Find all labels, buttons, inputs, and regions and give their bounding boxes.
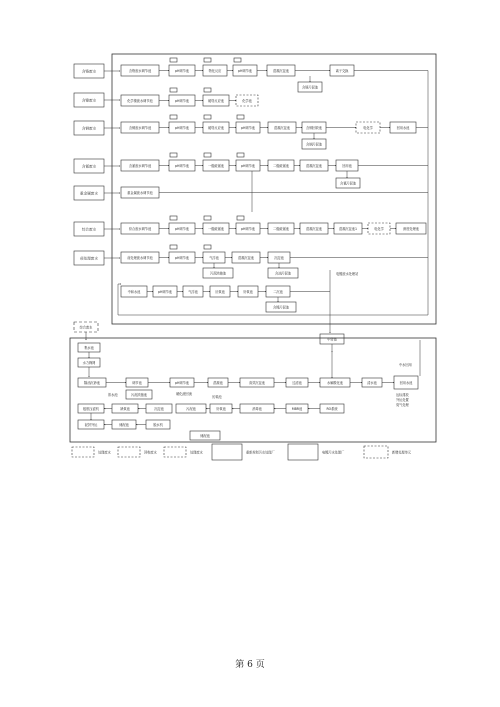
r6-label-7: 混凝沉淀池1	[339, 226, 357, 231]
legend-label-5: 电镀污水处理厂	[322, 450, 345, 455]
source-label-3: 含铜废水	[81, 126, 97, 131]
r8-label-6: 二沉池	[273, 289, 283, 294]
r8-label-3: 气浮池	[188, 289, 198, 294]
lower-label-10: 清水池	[367, 380, 377, 385]
r8-label-5: 好氧池	[243, 289, 253, 294]
r6-label-9: 深度处理池	[403, 226, 419, 231]
lower-label-8: 过滤池	[292, 380, 302, 385]
r7-label-5: 沉淀池	[274, 255, 284, 260]
r3-label-6: 含铜回收池	[306, 125, 322, 130]
legend-swatch-6	[364, 446, 388, 458]
lower-label-1: 集水池	[84, 345, 94, 350]
upper-frame	[112, 54, 436, 324]
reuse-note: 中水回用	[399, 363, 412, 367]
discharge-note: 达标排放	[396, 393, 409, 397]
r1-label-3: 物化反应	[208, 68, 222, 73]
r6-label-2: pH调节池	[175, 226, 189, 231]
r6-label-1: 综合废水调节池	[128, 226, 152, 231]
lower-label-21: 泥饼外运	[84, 422, 98, 427]
r8-label-1: 中和水池	[127, 289, 141, 294]
r7-label-3: 气浮池	[209, 255, 219, 260]
lower-label-17: 好氧池	[216, 406, 226, 411]
r3-label-3: 破络反应池	[208, 125, 224, 130]
r2-label-3: 破络反应池	[208, 98, 224, 103]
r6-label-4: pH调节池	[241, 226, 255, 231]
legend	[72, 444, 412, 460]
r4-label-1: 含氰废水调节池	[128, 163, 152, 168]
source-label-7: 前处理废水	[80, 256, 98, 261]
lower-label-23: 脱水机	[153, 422, 163, 427]
row-4	[121, 153, 428, 212]
r5-label-1: 重金属废水调节池	[127, 190, 153, 195]
r2-label-1: 化学镍废水调节池	[127, 98, 153, 103]
r4-label-5: 二级破氰池	[273, 163, 289, 168]
r3-label-1: 含铜废水调节池	[128, 125, 152, 130]
r6-label-6: 混凝沉淀池	[306, 226, 322, 231]
r1-label-5: 混凝沉淀池	[273, 68, 289, 73]
r7-label-2: pH调节池	[175, 255, 189, 260]
lower-label-24: 储泥池	[200, 433, 210, 438]
r1-label-1: 含铬废水调节池	[128, 68, 152, 73]
legend-swatch-5	[288, 444, 318, 460]
r8-label-2: pH调节池	[158, 289, 172, 294]
r8-label-4: 厌氧池	[215, 289, 225, 294]
r3-label-2: pH调节池	[175, 125, 189, 130]
legend-label-6: 新增处理单元	[392, 450, 412, 455]
lower-label-9: 水解酸化池	[327, 380, 343, 385]
source-label-1: 含铬废水	[81, 69, 97, 74]
r1-label-2: pH调节池	[175, 68, 189, 73]
lower-label-13: 板框压滤机	[83, 406, 99, 411]
lower-label-11: 回用水池	[399, 381, 413, 385]
lower-label-7: 高效沉淀池	[249, 380, 265, 385]
legend-label-2: 回收废水	[144, 450, 157, 455]
r6-label-5: 二级破氰池	[273, 226, 289, 231]
r2-label-4: 化学池	[242, 98, 252, 103]
lower-label-22: 储泥池	[119, 422, 129, 427]
source-label-6: 综合废水	[81, 227, 97, 232]
vertical-label: 电镀废水处理站	[336, 272, 359, 276]
row-5	[121, 187, 428, 198]
r7-label-1: 前处理废水调节池	[127, 255, 153, 260]
row-6	[121, 216, 426, 234]
legend-swatch-4	[212, 444, 242, 460]
lower-label-5: pH调节池	[175, 380, 189, 385]
r3-sludge-label: 含铜污泥池	[306, 142, 322, 147]
lower-label-brine: 浓水池	[108, 392, 118, 397]
row-7	[121, 245, 428, 278]
lower-label-19: MBR池	[291, 406, 303, 411]
r1-label-6: 离子交换	[335, 68, 349, 73]
page-number: 第 6 页	[235, 660, 265, 670]
legend-swatch-3	[164, 447, 186, 457]
lower-inlet-label: 综合废水	[79, 325, 93, 330]
lower-label-6: 混凝池	[213, 380, 223, 385]
lower-label-recycle: 硝化液回流	[176, 392, 192, 396]
r4-sludge-label: 含氰污泥池	[340, 181, 356, 186]
r3-label-7: 电化学	[363, 125, 373, 130]
odor-note: 臭气处理	[396, 403, 409, 407]
legend-label-3: 处理废水	[190, 450, 203, 455]
lower-process	[78, 340, 420, 440]
legend-swatch-1	[72, 447, 94, 457]
r4-label-6: 混凝沉淀池	[306, 163, 322, 168]
lower-label-15: 沉淀池	[154, 406, 164, 411]
lower-label-4: 调节池	[132, 380, 142, 385]
row-3	[121, 115, 428, 149]
r4-label-3: 一级破氰池	[208, 163, 224, 168]
r7-sludge-label: 污泥浓缩池	[210, 271, 226, 276]
lower-label-14: 缺氧池	[120, 406, 130, 411]
lower-label-18: 消毒池	[252, 406, 262, 411]
lower-label-12: 污泥浓缩池	[131, 392, 147, 397]
r4-label-2: pH调节池	[175, 163, 189, 168]
r8-sludge-label: 含镍污泥池	[273, 305, 289, 310]
legend-label-4: 重新规划污水处理厂	[246, 450, 275, 455]
r1-sludge-label: 含铬污泥池	[302, 85, 318, 90]
r3-label-5: 混凝沉淀池	[274, 125, 290, 130]
row-1	[121, 58, 428, 92]
row-2	[121, 88, 258, 106]
source-label-2: 含镍废水	[81, 98, 97, 103]
r6-label-3: 一级破氰池	[208, 226, 224, 231]
r2-label-2: pH调节池	[175, 98, 189, 103]
legend-swatch-2	[118, 447, 140, 457]
r6-label-8: 电化学	[374, 226, 384, 231]
source-label-5: 重金属废水	[80, 191, 98, 196]
disposal-note: 外运处置	[396, 398, 409, 402]
lower-label-anaerobic: 厌氧池	[212, 395, 222, 399]
lower-label-20: RO系统	[326, 406, 338, 411]
lower-label-16: 污泥池	[186, 406, 196, 411]
r3-label-8: 回用水池	[396, 125, 410, 130]
r7-label-4: 混凝沉淀池	[238, 255, 254, 260]
r4-label-7: 回用池	[342, 163, 352, 168]
r7-label-6: 含油污泥池	[275, 271, 291, 276]
source-column	[74, 64, 104, 265]
source-label-4: 含氰废水	[81, 164, 97, 169]
r4-label-4: pH调节池	[241, 163, 255, 168]
legend-label-1: 处理废水	[98, 450, 111, 455]
lower-label-2: 水力筛网	[82, 360, 96, 365]
r3-label-4: pH调节池	[241, 125, 255, 130]
r1-label-4: pH调节池	[238, 68, 252, 73]
lower-label-3: 隔油沉砂池	[84, 380, 100, 385]
row-8	[121, 286, 330, 312]
relay-tank-label: 中转池	[327, 337, 337, 342]
